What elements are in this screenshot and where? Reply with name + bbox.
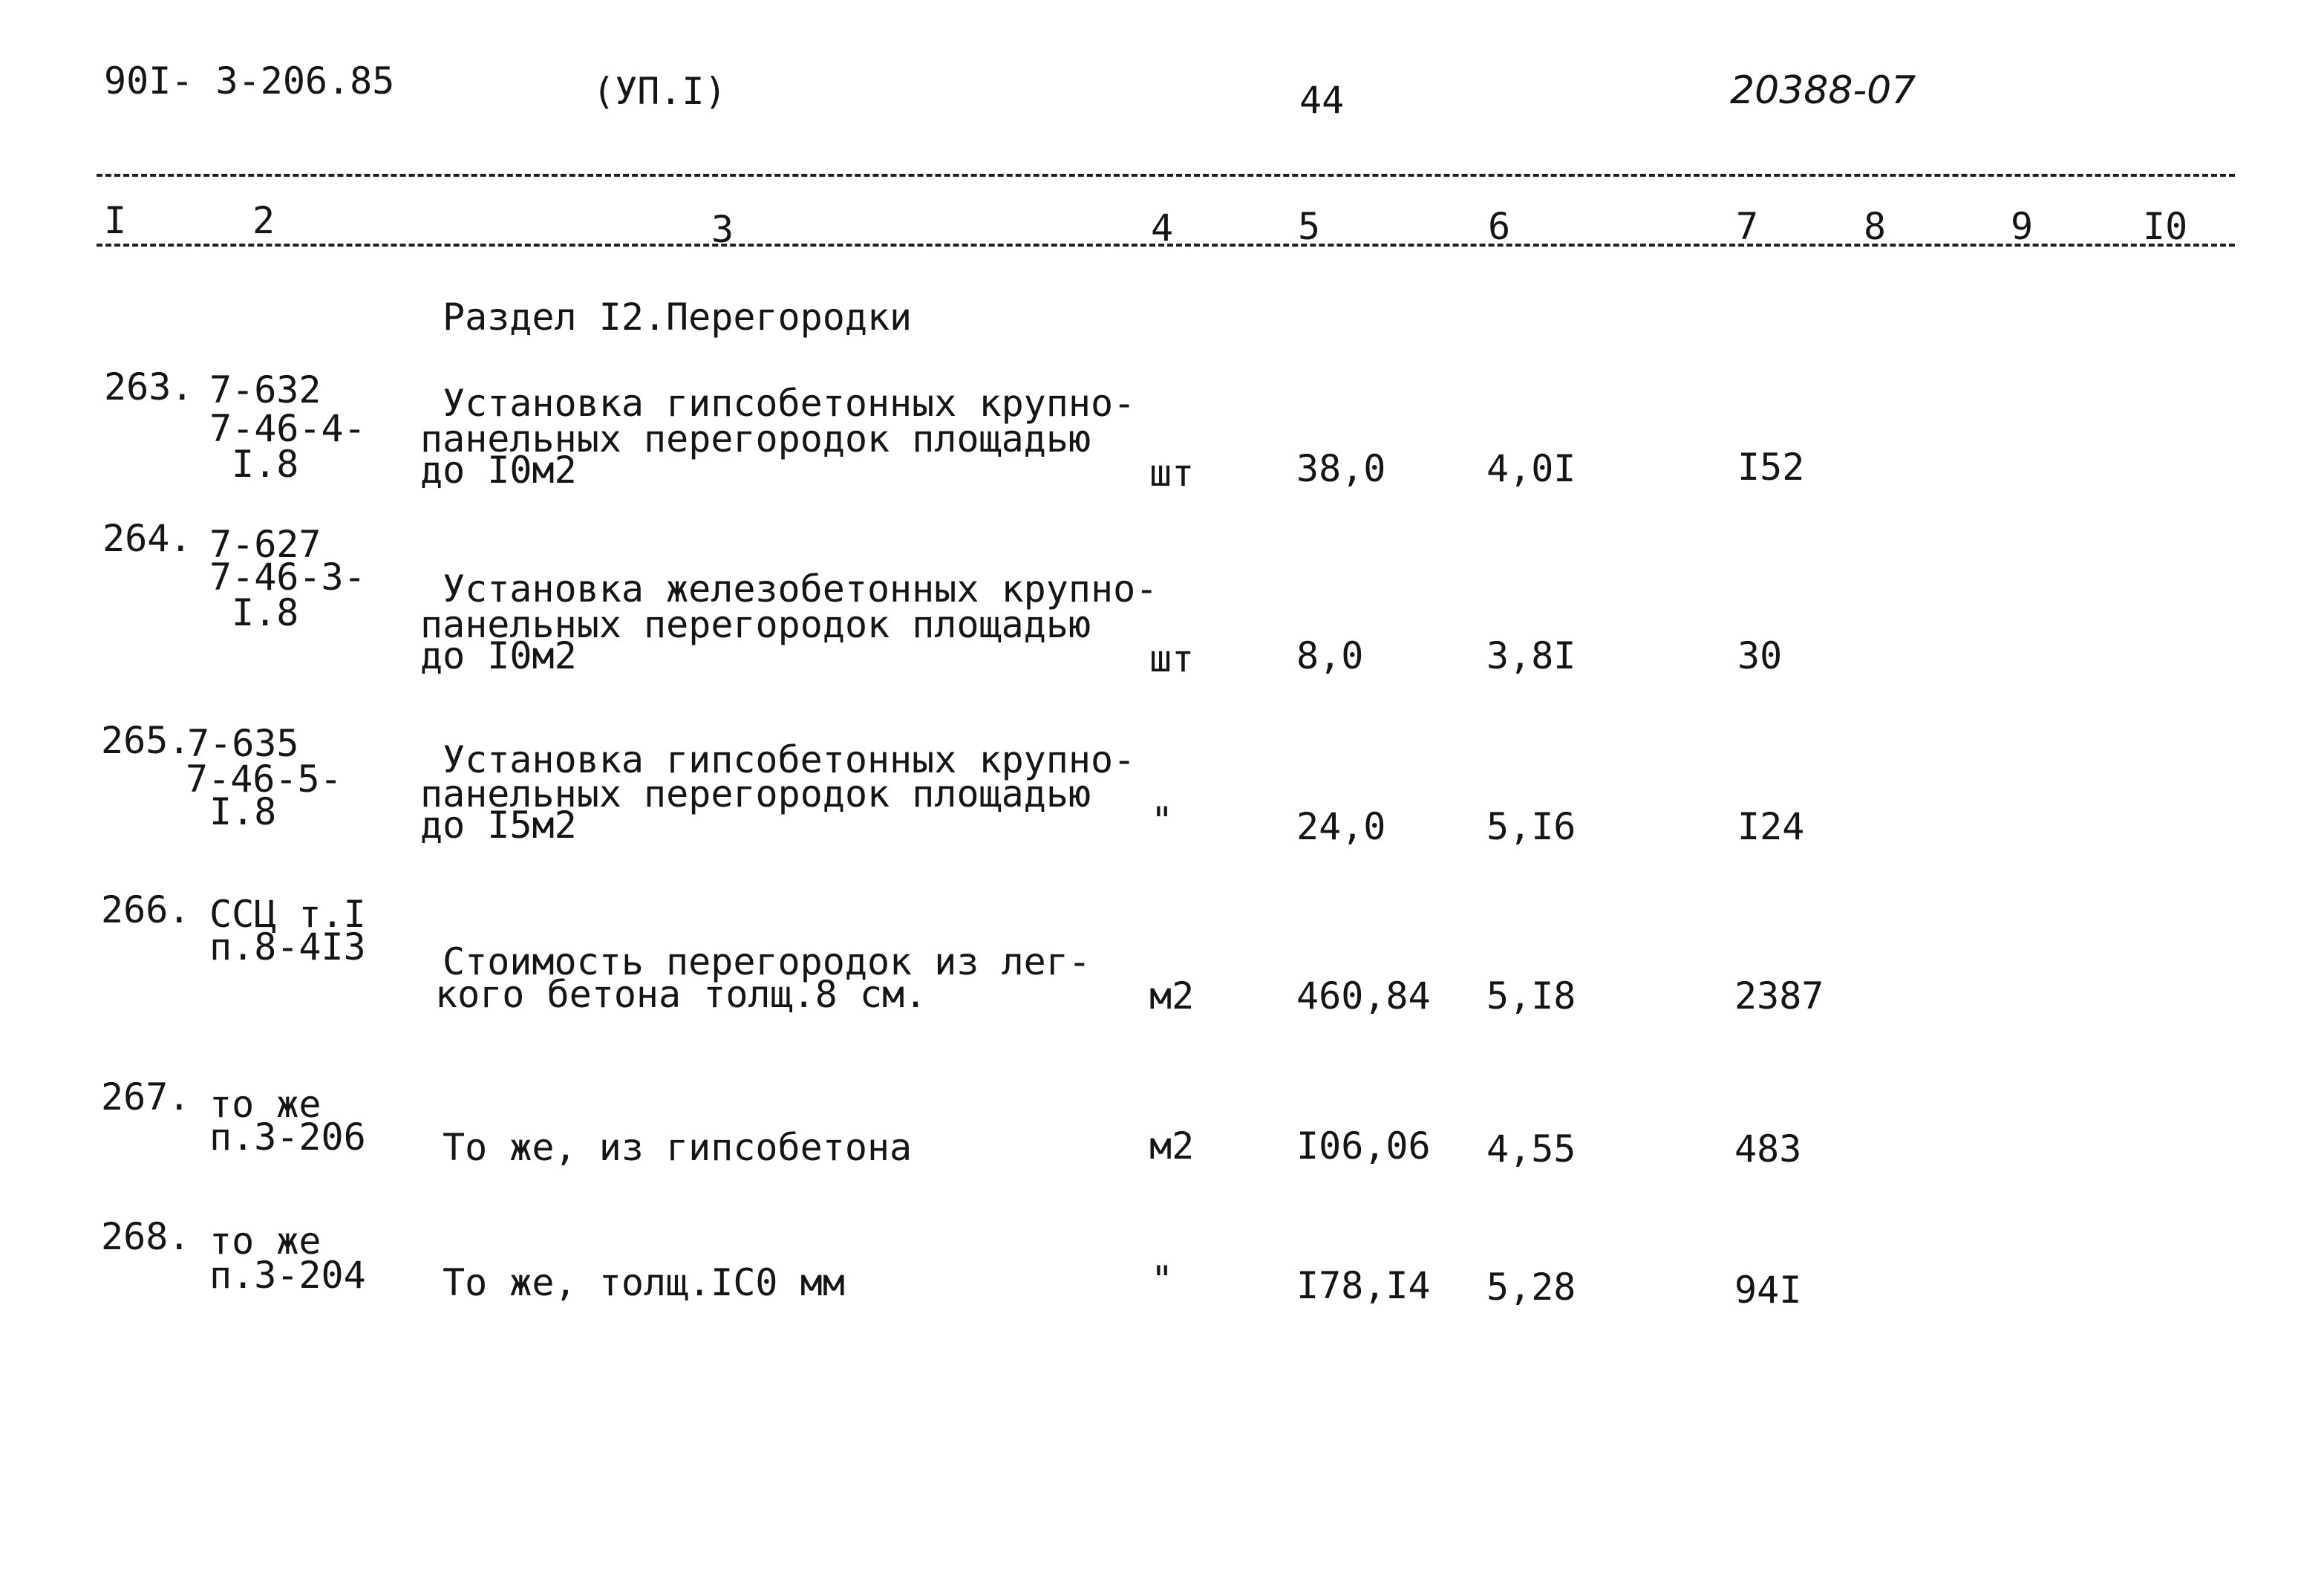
price-cell: 4,55 bbox=[1486, 1127, 1576, 1171]
norm-code-line: I.8 bbox=[232, 591, 299, 634]
quantity-cell: I06,06 bbox=[1296, 1124, 1431, 1168]
col-number-8: 8 bbox=[1864, 205, 1887, 248]
col-number-3: 3 bbox=[711, 208, 734, 251]
norm-code-line: 7-627 bbox=[209, 523, 321, 566]
total-cell: I52 bbox=[1737, 446, 1805, 489]
section-title: Раздел I2.Перегородки bbox=[443, 296, 913, 339]
total-cell: 30 bbox=[1737, 634, 1783, 677]
col-number-5: 5 bbox=[1298, 205, 1321, 248]
norm-code-line: 7-635 bbox=[187, 722, 299, 765]
col-number-6: 6 bbox=[1488, 205, 1511, 248]
quantity-cell: 460,84 bbox=[1296, 974, 1431, 1018]
inventory-number: 20388-07 bbox=[1730, 68, 1916, 113]
price-cell: 5,I8 bbox=[1486, 974, 1576, 1018]
norm-code-line: I.8 bbox=[209, 790, 277, 833]
col-number-1: I bbox=[104, 199, 127, 242]
price-cell: 5,28 bbox=[1486, 1266, 1576, 1309]
norm-code-line: то же bbox=[209, 1220, 321, 1263]
description-line: до I0м2 bbox=[420, 634, 577, 677]
norm-code-line: то же bbox=[209, 1083, 321, 1126]
unit-cell: " bbox=[1151, 1258, 1174, 1301]
norm-code-line: 7-46-4- bbox=[209, 407, 366, 450]
description-line: Установка гипсобетонных крупно- bbox=[443, 738, 1136, 781]
norm-code-line: 7-46-5- bbox=[186, 758, 342, 801]
norm-code-line: ССЦ т.I bbox=[209, 893, 366, 936]
col-number-10: I0 bbox=[2143, 205, 2188, 248]
col-number-2: 2 bbox=[252, 199, 275, 242]
row-number: 268. bbox=[101, 1215, 191, 1258]
unit-cell: м2 bbox=[1149, 1124, 1195, 1168]
description-line: панельных перегородок площадью bbox=[420, 603, 1091, 646]
total-cell: I24 bbox=[1737, 805, 1805, 848]
description-line: Стоимость перегородок из лег- bbox=[443, 940, 1091, 983]
description-line: Установка железобетонных крупно- bbox=[443, 567, 1158, 611]
norm-code-line: п.3-206 bbox=[209, 1116, 366, 1159]
norm-code-line: 7-632 bbox=[209, 368, 321, 411]
quantity-cell: I78,I4 bbox=[1296, 1264, 1431, 1307]
total-cell: 94I bbox=[1734, 1269, 1802, 1312]
page-number: 44 bbox=[1299, 79, 1345, 122]
description-line: до I0м2 bbox=[420, 449, 577, 492]
top-dashed-rule bbox=[97, 174, 2235, 177]
row-number: 264. bbox=[102, 517, 192, 560]
description-line: панельных перегородок площадью bbox=[420, 417, 1091, 460]
price-cell: 5,I6 bbox=[1486, 805, 1576, 848]
row-number: 265. bbox=[101, 719, 191, 762]
total-cell: 2387 bbox=[1734, 974, 1824, 1018]
unit-cell: шт bbox=[1149, 637, 1195, 680]
album-label: (УП.I) bbox=[593, 70, 727, 113]
total-cell: 483 bbox=[1734, 1127, 1802, 1171]
description-line: То же, из гипсобетона bbox=[443, 1126, 913, 1169]
quantity-cell: 24,0 bbox=[1296, 805, 1386, 848]
description-line: панельных перегородок площадью bbox=[420, 772, 1091, 815]
norm-code-line: п.3-204 bbox=[209, 1254, 366, 1297]
quantity-cell: 8,0 bbox=[1296, 634, 1364, 677]
price-cell: 3,8I bbox=[1486, 634, 1576, 677]
col-number-9: 9 bbox=[2011, 205, 2034, 248]
description-line: до I5м2 bbox=[420, 804, 577, 847]
price-cell: 4,0I bbox=[1486, 447, 1576, 490]
description-line: То же, толщ.IС0 мм bbox=[443, 1261, 845, 1304]
quantity-cell: 38,0 bbox=[1296, 447, 1386, 490]
doc-code: 90I- 3-206.85 bbox=[104, 59, 395, 102]
description-line: Установка гипсобетонных крупно- bbox=[443, 382, 1136, 425]
row-number: 266. bbox=[101, 888, 191, 931]
col-number-4: 4 bbox=[1151, 206, 1174, 250]
norm-code-line: 7-46-3- bbox=[209, 556, 366, 599]
row-number: 263. bbox=[104, 365, 194, 408]
col-number-7: 7 bbox=[1736, 205, 1759, 248]
norm-code-line: I.8 bbox=[232, 443, 299, 486]
unit-cell: м2 bbox=[1149, 974, 1195, 1018]
norm-code-line: п.8-4I3 bbox=[209, 925, 366, 968]
description-line: кого бетона толщ.8 см. bbox=[435, 973, 927, 1016]
unit-cell: " bbox=[1151, 799, 1174, 842]
row-number: 267. bbox=[101, 1075, 191, 1119]
unit-cell: шт bbox=[1149, 452, 1195, 495]
